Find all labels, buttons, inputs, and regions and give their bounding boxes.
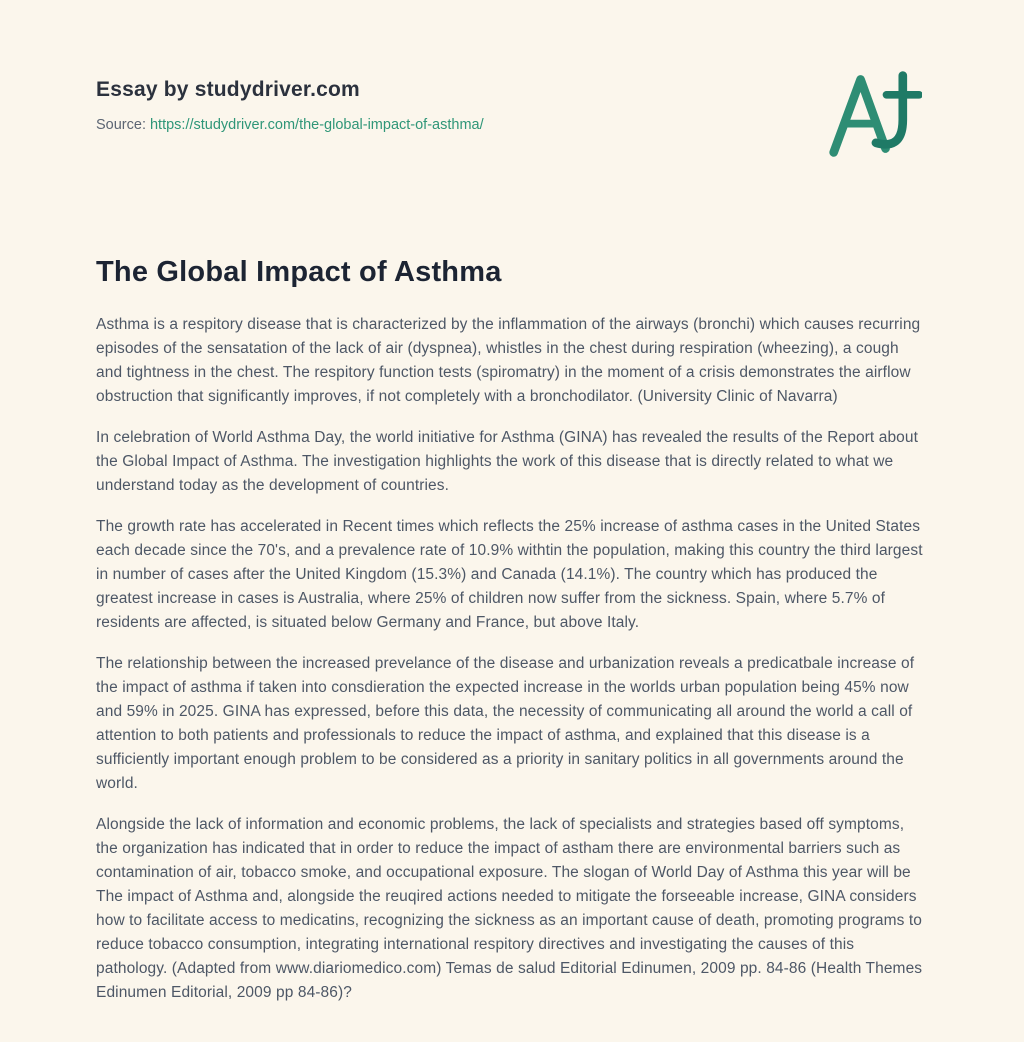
essay-paragraph-4: The relationship between the increased prevelance of the disease and urbanization reveals a predicatbale increase of the impact of asthma if taken into consdieration the expected increase in the worlds urban population being 45% now and 59% in 2025. GINA has expressed, before this data, the necessity of communicating all around the world a call of attention to both patients and professionals to reduce the impact of asthma, and explained that this disease is a sufficiently important enough problem to be considered as a priority in sanitary politics in all governments around the world. — [96, 655, 915, 792]
essay-paragraph-5: Alongside the lack of information and economic problems, the lack of specialists and strategies based off symptoms, the organization has indicated that in order to reduce the impact of astham there are environmental barriers such as contamination of air, tobacco smoke, and occupational exposure. The slogan of World Day of Asthma this year will be The impact of Asthma and, alongside the reuqired actions needed to mitigate the forseeable increase, GINA considers how to facilitate access to medicatins, recognizing the sickness as an important cause of death, promoting programs to reduce tobacco consumption, integrating international respitory directives and investigating the causes of this pathology. (Adapted from www.diariomedico.com) Temas de salud Editorial Edinumen, 2009 pp. 84-86 (Health Themes Edinumen Editorial, 2009 pp 84-86)? — [96, 816, 923, 1001]
source-label: Source: — [96, 117, 146, 133]
header-text-block — [96, 72, 484, 133]
source-line — [96, 117, 484, 133]
essay-body — [96, 313, 928, 1005]
essay-content — [96, 256, 928, 1005]
page-header — [96, 72, 928, 160]
essay-paragraph-3: The growth rate has accelerated in Recent times which reflects the 25% increase of asthma cases in the United States each decade since the 70's, and a prevalence rate of 10.9% withtin the population, making this country the third largest in number of cases after the United Kingdom (15.3%) and Canada (14.1%). The country which has produced the greatest increase in cases is Australia, where 25% of children now suffer from the sickness. Spain, where 5.7% of residents are affected, is situated below Germany and France, but above Italy. — [96, 518, 923, 631]
source-url-link[interactable]: https://studydriver.com/the-global-impact-of-asthma/ — [149, 117, 484, 133]
essay-paragraph-1: Asthma is a respitory disease that is characterized by the inflammation of the airways (bronchi) which causes recurring episodes of the sensatation of the lack of air (dyspnea), whistles in the chest during respiration (wheezing), a cough and tightness in the chest. The respitory function tests (spiromatry) in the moment of a crisis demonstrates the airflow obstruction that significantly improves, if not completely with a bronchodilator. (University Clinic of Navarra) — [96, 316, 921, 405]
essay-title: The Global Impact of Asthma — [96, 256, 502, 288]
byline: Essay by studydriver.com — [96, 78, 360, 101]
studydriver-logo-icon — [826, 68, 922, 160]
studydriver-logo — [826, 68, 922, 160]
essay-paragraph-2: In celebration of World Asthma Day, the world initiative for Asthma (GINA) has revealed the results of the Report about the Global Impact of Asthma. The investigation highlights the work of this disease that is directly related to what we understand today as the development of countries. — [96, 429, 919, 494]
